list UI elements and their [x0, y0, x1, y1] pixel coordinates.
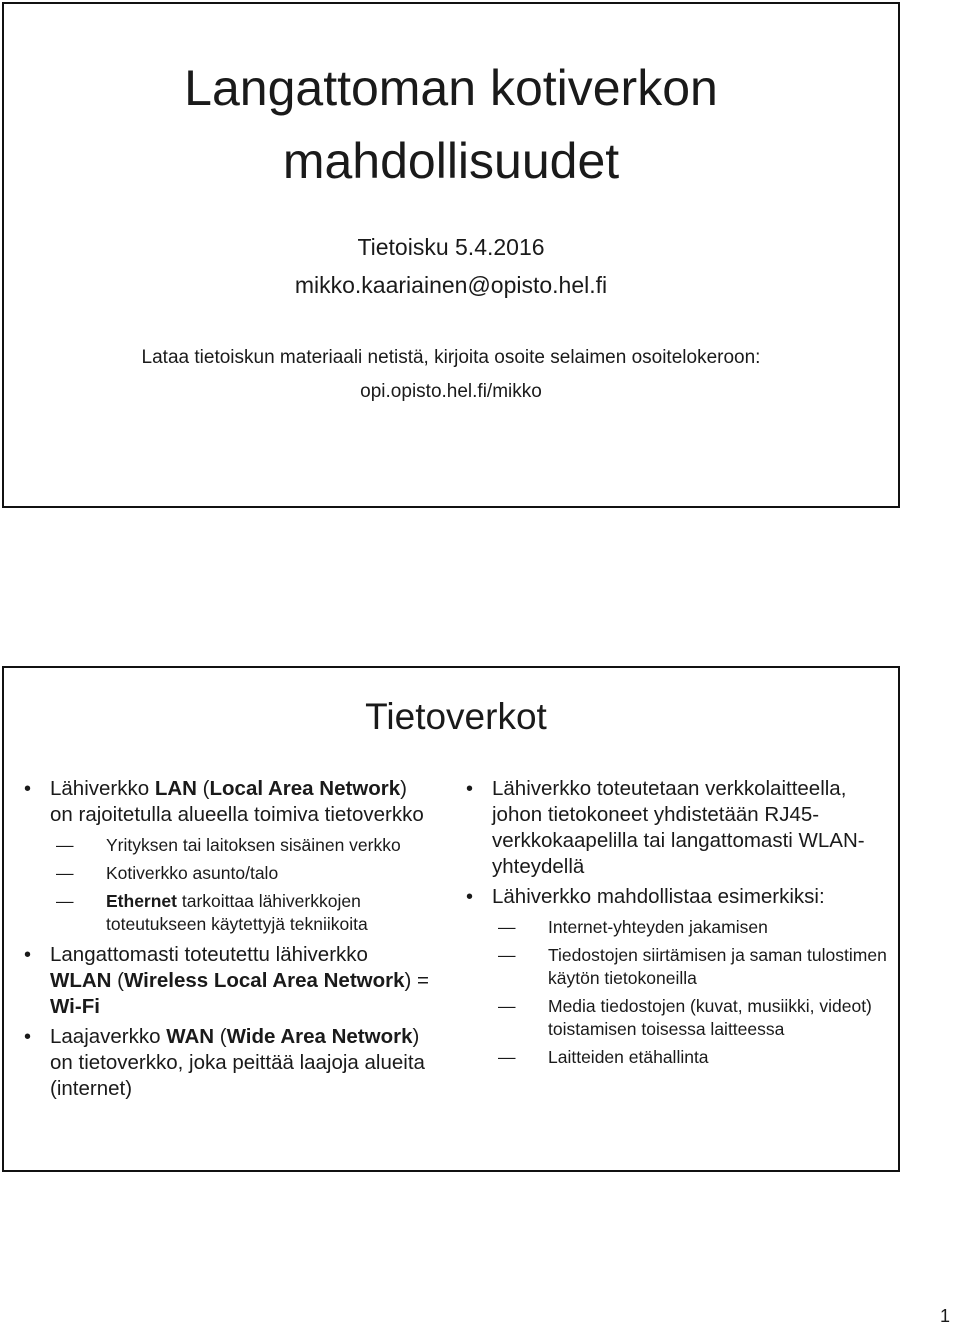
download-url: opi.opisto.hel.fi/mikko: [360, 381, 542, 402]
bullet-icon: •: [466, 886, 474, 908]
right-column: [466, 776, 892, 1075]
dash-icon: —: [56, 891, 74, 911]
sub-bullet: — Media tiedostojen (kuvat, musiikki, videot) toistamisen toisessa laitteessa: [498, 996, 872, 1039]
sub-bullet: — Ethernet tarkoittaa lähiverkkojen toteutukseen käytettyjä tekniikoita: [56, 891, 368, 934]
page-number: 1: [939, 1306, 950, 1326]
dash-icon: —: [498, 996, 516, 1016]
bullet-lan-benefits: • Lähiverkko mahdollistaa esimerkiksi: — Internet-yhteyden jakamisen — Tiedostojen siirtämisen ja saman tulostimen käytön tietokoneilla — Media tiedostojen (kuvat, musiikki, videot) toistamisen toisessa laitteessa — Laitteiden etähallinta: [466, 884, 892, 1069]
slide-title: Langattoman kotiverkon mahdollisuudet: [184, 60, 718, 189]
bullet-icon: •: [24, 944, 32, 966]
dash-icon: —: [498, 1047, 516, 1067]
bullet-icon: •: [24, 1026, 32, 1048]
dash-icon: —: [498, 945, 516, 965]
bullet-icon: •: [24, 778, 32, 800]
download-instructions: Lataa tietoiskun materiaali netistä, kirjoita osoite selaimen osoitelokeroon:: [141, 347, 761, 368]
left-column: [24, 776, 434, 1106]
bullet-icon: •: [466, 778, 474, 800]
slide-title: Tietoverkot: [365, 696, 547, 737]
bullet-wlan: • Langattomasti toteutettu lähiverkko WLAN (Wireless Local Area Network) = Wi-Fi: [24, 943, 429, 1018]
sub-bullet: — Laitteiden etähallinta: [498, 1047, 709, 1067]
sub-bullet: — Internet-yhteyden jakamisen: [498, 917, 768, 937]
networks-slide: [2, 666, 900, 1172]
title-slide: [2, 2, 900, 508]
dash-icon: —: [56, 863, 74, 883]
sub-bullet: — Yrityksen tai laitoksen sisäinen verkko: [56, 835, 401, 855]
sub-bullet: — Tiedostojen siirtämisen ja saman tulostimen käytön tietokoneilla: [498, 945, 887, 988]
event-date: Tietoisku 5.4.2016: [357, 234, 545, 260]
contact-email: mikko.kaariainen@opisto.hel.fi: [294, 272, 608, 298]
sub-bullet: — Kotiverkko asunto/talo: [56, 863, 279, 883]
dash-icon: —: [56, 835, 74, 855]
bullet-lan: • Lähiverkko LAN (Local Area Network) on rajoitetulla alueella toimiva tietoverkko — Yrityksen tai laitoksen sisäinen verkko — Kotiverkko asunto/talo — Ethernet tarkoittaa lähiverkkojen toteutukseen käytettyjä tekniikoita: [24, 776, 434, 936]
dash-icon: —: [498, 917, 516, 937]
bullet-wan: • Laajaverkko WAN (Wide Area Network) on tietoverkko, joka peittää laajoja alueita (internet): [24, 1025, 425, 1100]
bullet-lan-implementation: • Lähiverkko toteutetaan verkkolaitteella, johon tietokoneet yhdistetään RJ45-verkkokaapelilla tai langattomasti WLAN-yhteydellä: [466, 777, 865, 878]
